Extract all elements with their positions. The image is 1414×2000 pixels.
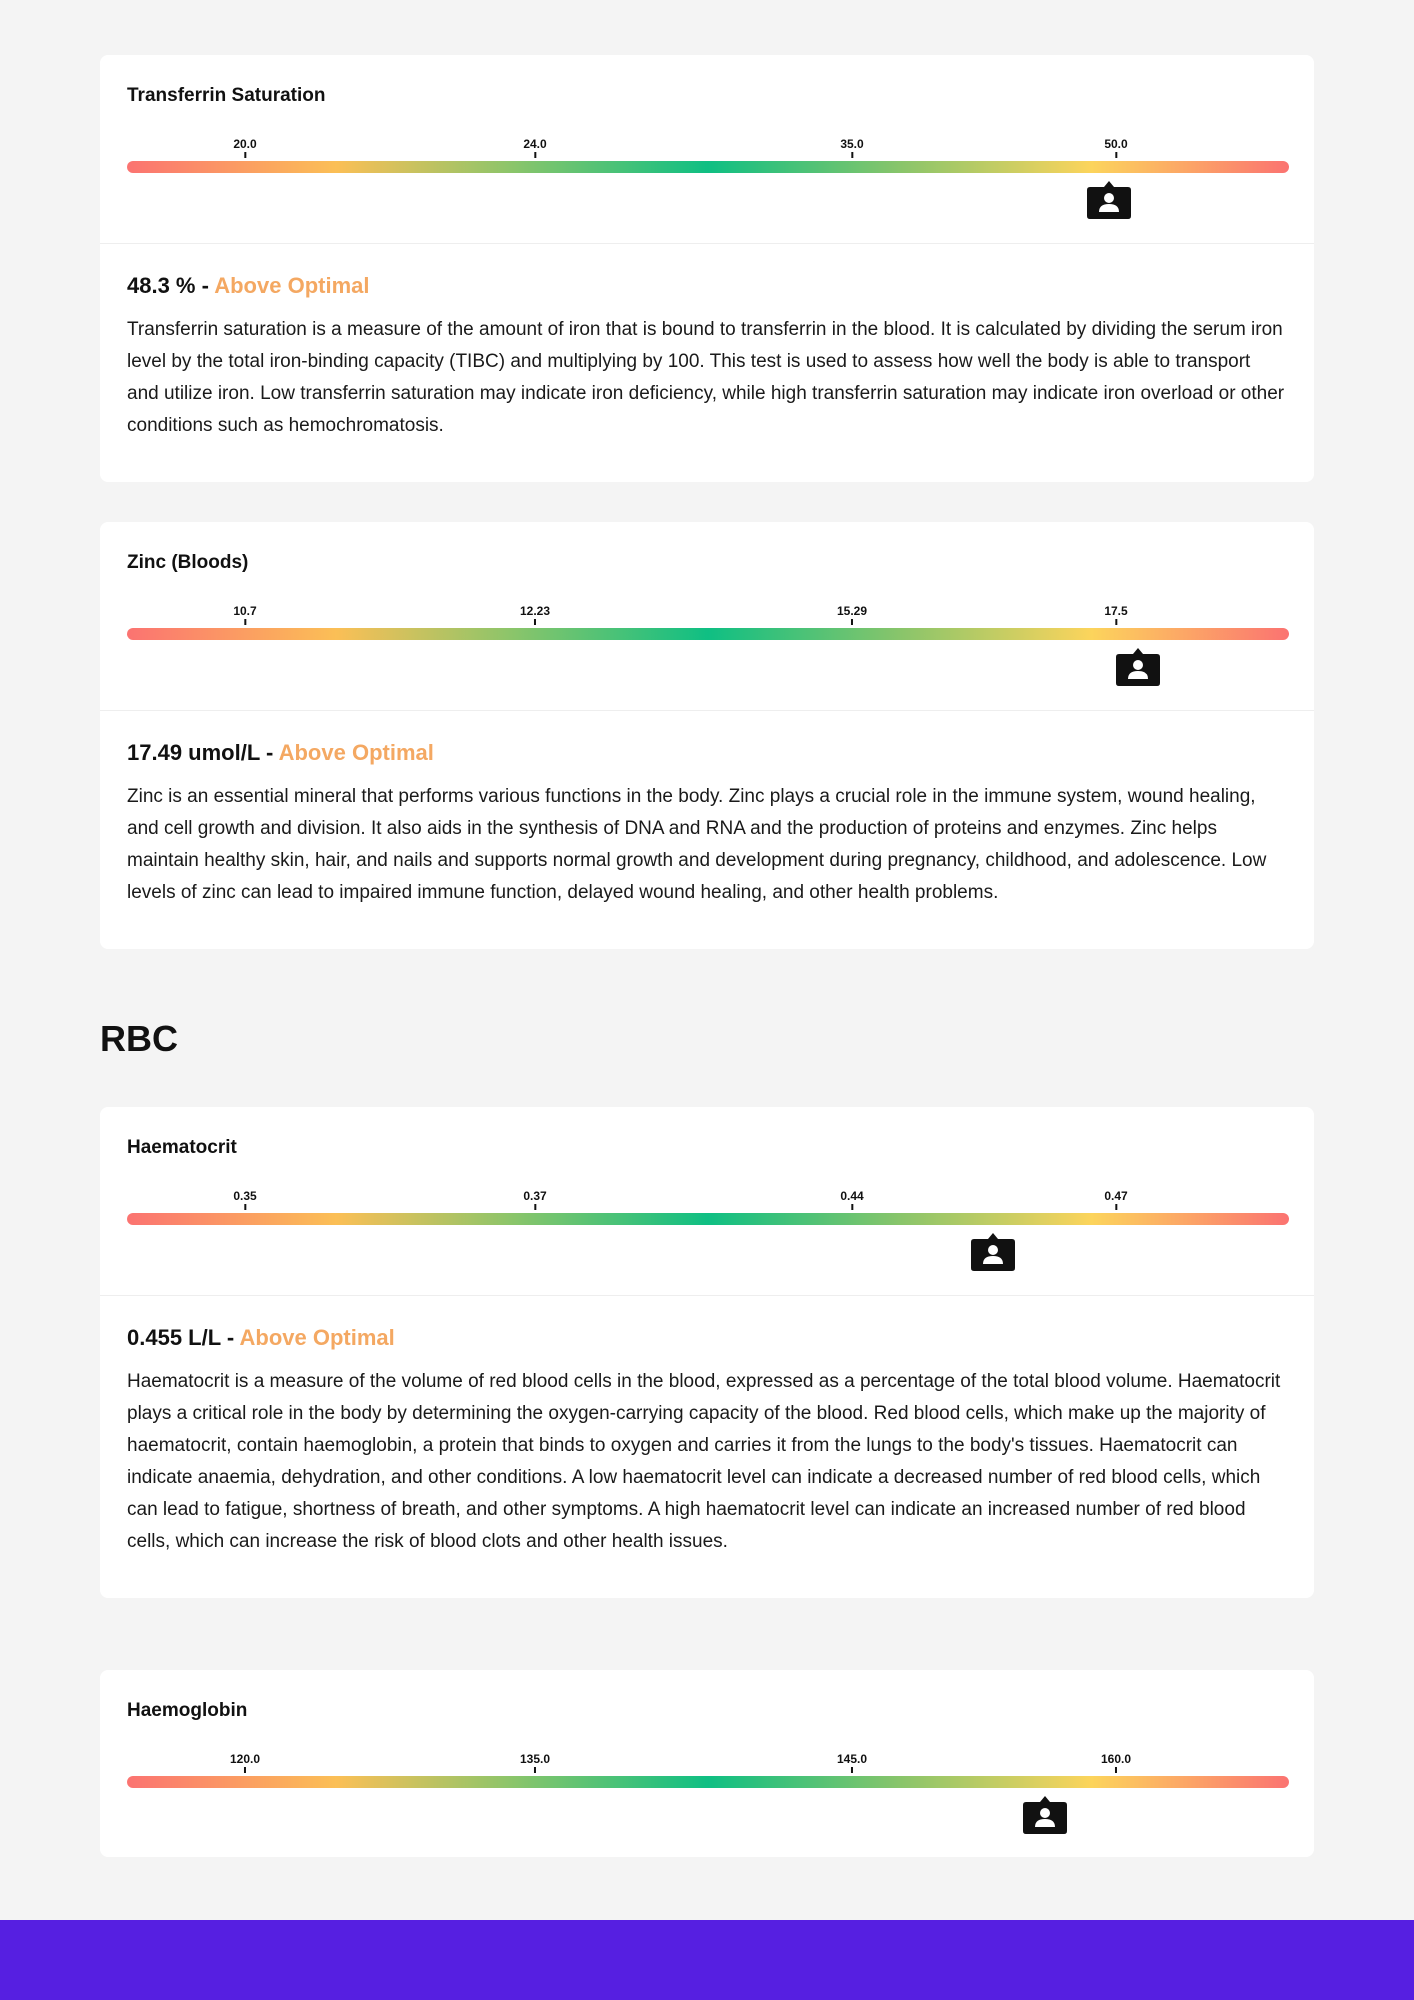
range-tick: 145.0 — [837, 1752, 867, 1773]
user-badge-icon — [1023, 1794, 1067, 1834]
range-ticks — [100, 604, 1314, 626]
user-badge-icon — [1087, 179, 1131, 219]
user-badge-icon — [971, 1231, 1015, 1271]
footer-band — [0, 1920, 1414, 2000]
biomarker-title: Haemoglobin — [127, 1700, 248, 1721]
range-tick: 0.35 — [233, 1189, 256, 1210]
range-tick: 35.0 — [840, 137, 863, 158]
user-badge-icon — [1116, 646, 1160, 686]
range-tick: 0.47 — [1104, 1189, 1127, 1210]
range-tick: 10.7 — [233, 604, 256, 625]
result-line: 17.49 umol/L - Above Optimal — [127, 740, 434, 765]
section-heading: RBC — [100, 1018, 178, 1059]
status-label: Above Optimal — [239, 1325, 395, 1350]
range-tick: 17.5 — [1104, 604, 1127, 625]
result-value: 0.455 L/L — [127, 1325, 221, 1350]
biomarker-title: Haematocrit — [127, 1137, 237, 1158]
result-value: 48.3 % — [127, 273, 196, 298]
status-label: Above Optimal — [214, 273, 370, 298]
range-tick: 0.44 — [840, 1189, 863, 1210]
biomarker-description: Haematocrit is a measure of the volume of red blood cells in the blood, expressed as a percentage of the total blood volume. Haematocrit plays a critical role in the body by determining the oxygen-carrying capacity of the blood. Red blood cells, which make up the majority of haematocrit, contain haemoglobin, a protein that binds to oxygen and carries it from the lungs to the body's tissues. Haematocrit can indicate anaemia, dehydration, and other conditions. A low haematocrit level can indicate a decreased number of red blood cells, which can lead to fatigue, shortness of breath, and other symptoms. A high haematocrit level can indicate an increased number of red blood cells, which can increase the risk of blood clots and other health issues. — [127, 1371, 1281, 1552]
range-gradient-bar — [127, 1776, 1289, 1788]
range-ticks — [100, 137, 1314, 159]
range-gradient-bar — [127, 628, 1289, 640]
status-label: Above Optimal — [278, 740, 434, 765]
biomarker-title: Transferrin Saturation — [127, 85, 326, 106]
biomarker-description: Zinc is an essential mineral that performs various functions in the body. Zinc plays a crucial role in the immune system, wound healing, and cell growth and division. It also aids in the synthesis of DNA and RNA and the production of proteins and enzymes. Zinc helps maintain healthy skin, hair, and nails and supports normal growth and development during pregnancy, childhood, and adolescence. Low levels of zinc can lead to impaired immune function, delayed wound healing, and other health problems. — [127, 786, 1267, 903]
range-tick: 135.0 — [520, 1752, 550, 1773]
result-line: 48.3 % - Above Optimal — [127, 273, 370, 298]
range-tick: 160.0 — [1101, 1752, 1131, 1773]
range-ticks — [100, 1752, 1314, 1774]
biomarker-title: Zinc (Bloods) — [127, 552, 249, 573]
range-tick: 24.0 — [523, 137, 546, 158]
range-tick: 15.29 — [837, 604, 867, 625]
biomarker-card-transferrin-saturation — [100, 55, 1314, 482]
range-tick: 0.37 — [523, 1189, 546, 1210]
biomarker-description: Transferrin saturation is a measure of the amount of iron that is bound to transferrin in the blood. It is calculated by dividing the serum iron level by the total iron-binding capacity (TIBC) and multiplying by 100. This test is used to assess how well the body is able to transport and utilize iron. Low transferrin saturation may indicate iron deficiency, while high transferrin saturation may indicate iron overload or other conditions such as hemochromatosis. — [127, 319, 1285, 436]
range-gradient-bar — [127, 161, 1289, 173]
range-ticks — [100, 1189, 1314, 1211]
biomarker-card-zinc — [100, 522, 1314, 949]
biomarker-card-haemoglobin — [100, 1670, 1314, 1857]
range-tick: 12.23 — [520, 604, 550, 625]
range-gradient-bar — [127, 1213, 1289, 1225]
range-tick: 20.0 — [233, 137, 256, 158]
result-line: 0.455 L/L - Above Optimal — [127, 1325, 395, 1350]
result-value: 17.49 umol/L — [127, 740, 260, 765]
range-tick: 50.0 — [1104, 137, 1127, 158]
biomarker-card-haematocrit — [100, 1107, 1314, 1598]
range-tick: 120.0 — [230, 1752, 260, 1773]
